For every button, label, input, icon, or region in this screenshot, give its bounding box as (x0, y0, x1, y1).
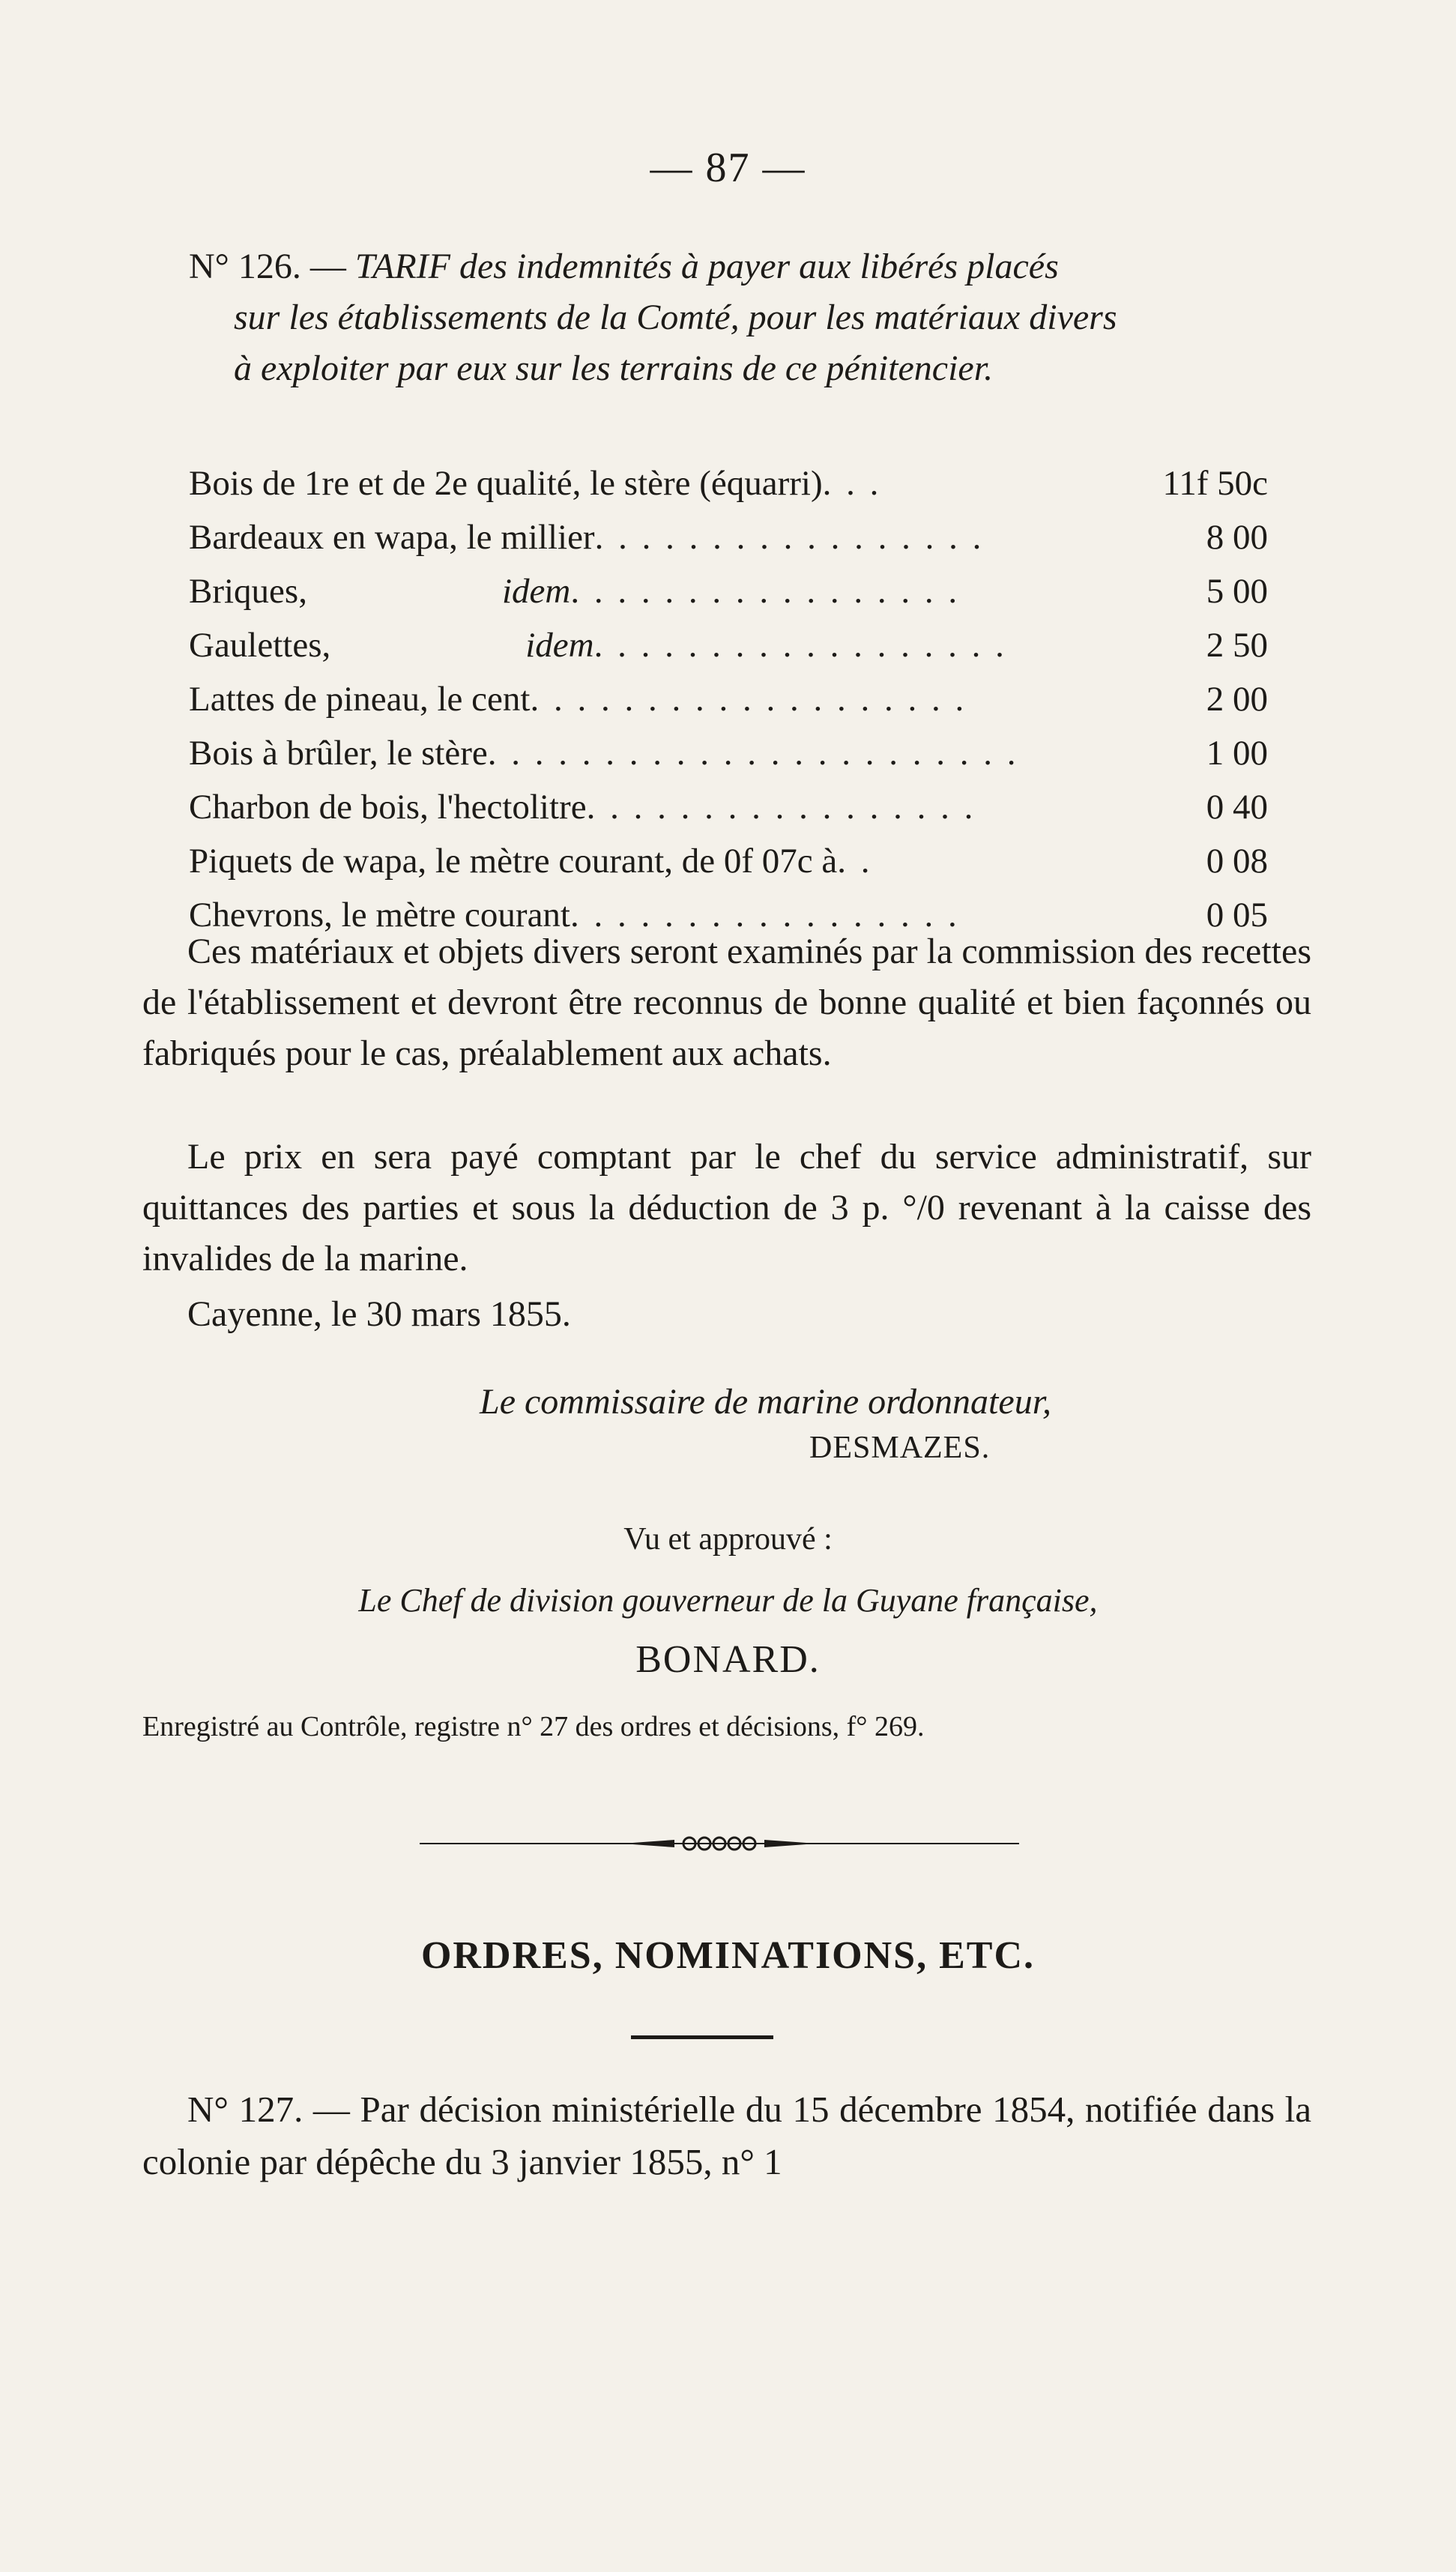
tariff-heading (189, 241, 1305, 394)
heading-number: N° 126. — (189, 247, 346, 286)
tariff-leader-dots: . . . . . . . . . . . . . . . . . . (593, 626, 1007, 665)
tariff-item-price: 1 00 (1206, 734, 1268, 773)
tariff-item-label (189, 517, 1081, 558)
tariff-item-label (189, 679, 1081, 719)
tariff-item-price: 0 05 (1206, 896, 1268, 935)
tariff-leader-dots: . . . . . . . . . . . . . . . . . (586, 788, 976, 827)
tariff-item-price: 8 00 (1206, 518, 1268, 557)
tariff-item-text: Briques, (189, 572, 307, 611)
tariff-item-text: Gaulettes, (189, 626, 331, 665)
tariff-item-price: 11f 50c (1162, 464, 1268, 503)
tariff-item-label (189, 463, 1081, 504)
section-rule (631, 2035, 773, 2039)
tariff-row (189, 571, 1268, 625)
page-number: — 87 — (650, 145, 806, 191)
heading-line-2: sur les établissements de la Comté, pour les matériaux divers (234, 298, 1117, 337)
tariff-leader-dots: . . . (822, 464, 882, 503)
tariff-item-text: Lattes de pineau, le cent (189, 680, 531, 719)
paragraph-decision (142, 2083, 1311, 2188)
paragraph-materials (142, 926, 1311, 1079)
paragraph-payment-text: Le prix en sera payé comptant par le chef du service administratif, sur quittances des parties et sous la déduction de 3 p. °/0 revenant à la caisse des invalides de la marine. (142, 1137, 1311, 1279)
tariff-item-label (189, 787, 1081, 827)
tariff-row (189, 463, 1268, 517)
date-line: Cayenne, le 30 mars 1855. (187, 1294, 571, 1334)
tariff-item-label (189, 841, 1081, 881)
approval-line: Vu et approuvé : (623, 1522, 833, 1557)
heading-line-3: à exploiter par eux sur les terrains de ce pénitencier. (234, 348, 994, 388)
tariff-item-price: 5 00 (1206, 572, 1268, 611)
tariff-row (189, 517, 1268, 571)
tariff-table (189, 463, 1268, 949)
tariff-item-price: 0 08 (1206, 842, 1268, 881)
tariff-item-label (189, 571, 1081, 612)
signatory-name-1: DESMAZES. (809, 1431, 991, 1465)
tariff-row (189, 679, 1268, 733)
tariff-item-price: 2 00 (1206, 680, 1268, 719)
signatory-name-2: BONARD. (635, 1638, 821, 1681)
tariff-item-text: Chevrons, le mètre courant (189, 896, 570, 935)
tariff-item-text: Bois à brûler, le stère (189, 734, 488, 773)
paragraph-decision-text: N° 127. — Par décision ministérielle du 15 décembre 1854, notifiée dans la colonie par dépêche du 3 janvier 1855, n° 1 (142, 2089, 1311, 2182)
heading-line-1: TARIF des indemnités à payer aux libérés placés (354, 247, 1059, 286)
signatory-title-1: Le commissaire de marine ordonnateur, (480, 1382, 1052, 1422)
tariff-leader-dots: . . . . . . . . . . . . . . . . . (594, 518, 985, 557)
tariff-leader-dots: . . . . . . . . . . . . . . . . . . . . . . . (487, 734, 1019, 773)
tariff-item-idem: idem (525, 626, 594, 665)
tariff-item-text: Bois de 1re et de 2e qualité, le stère (équarri) (189, 464, 823, 503)
signatory-title-2: Le Chef de division gouverneur de la Guyane française, (358, 1582, 1098, 1619)
tariff-leader-dots: . . . . . . . . . . . . . . . . . . . (530, 680, 967, 719)
tariff-item-idem: idem (501, 572, 571, 611)
tariff-item-text: Bardeaux en wapa, le millier (189, 518, 595, 557)
tariff-item-price: 0 40 (1206, 788, 1268, 827)
tariff-row (189, 625, 1268, 679)
tariff-row (189, 787, 1268, 841)
paragraph-payment (142, 1132, 1311, 1285)
section-title: ORDRES, NOMINATIONS, ETC. (420, 1934, 1036, 1977)
paragraph-materials-text: Ces matériaux et objets divers seront examinés par la commission des recettes de l'établissement et devront être reconnus de bonne qualité et bien façonnés ou fabriqués pour le cas, préalablement aux achats. (142, 932, 1311, 1073)
tariff-item-label (189, 625, 1081, 665)
tariff-item-text: Piquets de wapa, le mètre courant, de 0f 07c à (189, 842, 838, 881)
ornament-divider (420, 1829, 1019, 1859)
tariff-item-text: Charbon de bois, l'hectolitre (189, 788, 587, 827)
registration-note: Enregistré au Contrôle, registre n° 27 des ordres et décisions, f° 269. (142, 1711, 925, 1742)
tariff-item-label (189, 733, 1081, 773)
tariff-row (189, 733, 1268, 787)
tariff-leader-dots: . . . . . . . . . . . . . . . . . (570, 896, 960, 935)
tariff-leader-dots: . . (837, 842, 873, 881)
tariff-row (189, 841, 1268, 895)
tariff-leader-dots: . . . . . . . . . . . . . . . . . (570, 572, 961, 611)
tariff-item-price: 2 50 (1206, 626, 1268, 665)
